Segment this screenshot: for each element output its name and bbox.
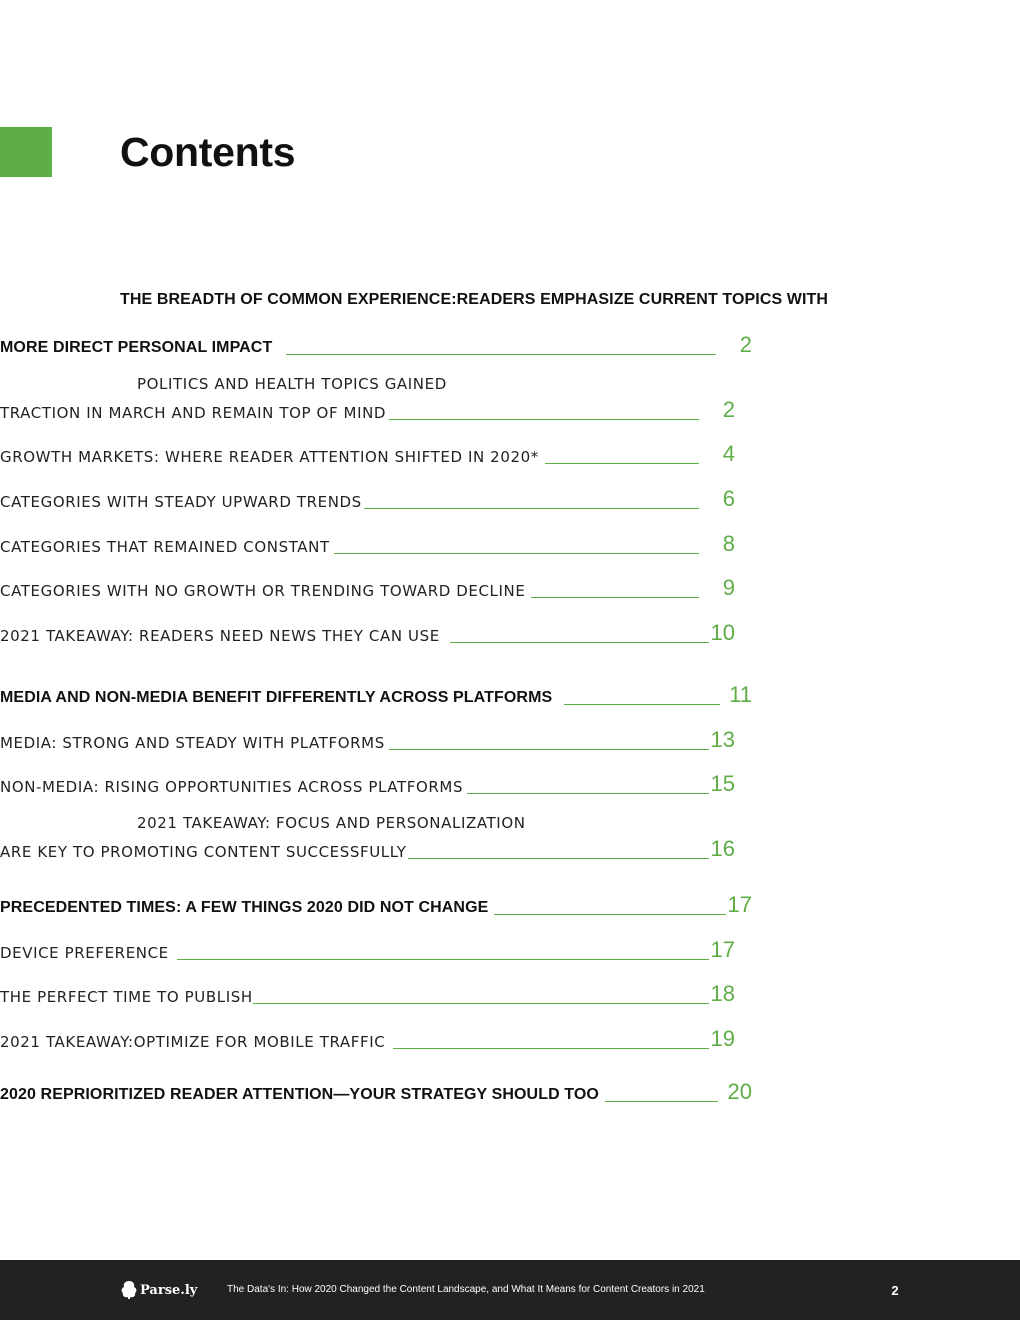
toc-page-number: 9 (722, 575, 735, 600)
toc-entry-focus-and-personalization[interactable] (0, 836, 735, 862)
toc-leader-line (389, 749, 709, 750)
toc-leader-line (564, 704, 720, 705)
toc-entry-optimize-for-mobile[interactable] (0, 1026, 735, 1052)
toc-entry-label: CATEGORIES THAT REMAINED CONSTANT (0, 538, 330, 556)
toc-page-number: 2 (739, 332, 752, 357)
toc-entry-label: NON-MEDIA: RISING OPPORTUNITIES ACROSS PLATFORMS (0, 778, 464, 796)
toc-leader-line (364, 508, 699, 509)
toc-page-number: 15 (710, 771, 735, 796)
toc-entry-readers-need-news[interactable] (0, 620, 735, 646)
parsely-logo (120, 1280, 197, 1300)
toc-page-number: 18 (710, 981, 735, 1006)
toc-entry-label: 2021 TAKEAWAY: READERS NEED NEWS THEY CAN USE (0, 627, 440, 645)
toc-leader-line (286, 354, 716, 355)
toc-entry-steady-upward-trends[interactable] (0, 486, 735, 512)
toc-page-number: 17 (710, 937, 735, 962)
toc-page-number: 13 (710, 727, 735, 752)
toc-entry-label: CATEGORIES WITH NO GROWTH OR TRENDING TOWARD DECLINE (0, 582, 526, 600)
toc-leader-line (450, 642, 709, 643)
toc-leader-line (531, 597, 699, 598)
footer-document-title: The Data's In: How 2020 Changed the Content Landscape, and What It Means for Content Creators in 2021 (227, 1284, 705, 1295)
toc-page-number: 6 (722, 486, 735, 511)
page-title: Contents (120, 129, 296, 175)
toc-entry-label: PRECEDENTED TIMES: A FEW THINGS 2020 DID NOT CHANGE (0, 899, 489, 916)
footer-page-number: 2 (891, 1283, 899, 1298)
toc-leader-line (393, 1048, 708, 1049)
toc-leader-line (177, 959, 709, 960)
toc-entry-label-line1: POLITICS AND HEALTH TOPICS GAINED (137, 375, 447, 393)
toc-leader-line (605, 1101, 718, 1102)
toc-section-title-line1: THE BREADTH OF COMMON EXPERIENCE:READERS EMPHASIZE CURRENT TOPICS WITH (120, 291, 829, 308)
toc-entry-media-strong-and-steady[interactable] (0, 727, 735, 753)
toc-entry-label: DEVICE PREFERENCE (0, 944, 169, 962)
toc-entry-growth-markets[interactable] (0, 441, 735, 467)
toc-leader-line (494, 914, 725, 915)
toc-entry-label: CATEGORIES WITH STEADY UPWARD TRENDS (0, 493, 362, 511)
parsely-logo-text: Parse.ly (140, 1282, 198, 1298)
page-footer (0, 1260, 1020, 1320)
toc-entry-label: GROWTH MARKETS: WHERE READER ATTENTION SHIFTED IN 2020* (0, 448, 539, 466)
toc-entry-label: MORE DIRECT PERSONAL IMPACT (0, 339, 273, 356)
toc-page-number: 20 (727, 1079, 752, 1104)
toc-page-number: 2 (722, 397, 735, 422)
toc-page-number: 11 (729, 682, 752, 707)
accent-block (0, 127, 52, 177)
toc-entry-label: MEDIA: STRONG AND STEADY WITH PLATFORMS (0, 734, 385, 752)
toc-entry-label: TRACTION IN MARCH AND REMAIN TOP OF MIND (0, 404, 387, 422)
toc-entry-non-media-rising[interactable] (0, 771, 735, 797)
toc-entry-label: THE PERFECT TIME TO PUBLISH (0, 988, 253, 1006)
toc-leader-line (408, 858, 708, 859)
toc-entry-breadth-of-common-experience[interactable] (0, 332, 752, 358)
toc-entry-label: 2020 REPRIORITIZED READER ATTENTION—YOUR STRATEGY SHOULD TOO (0, 1086, 599, 1103)
toc-entry-reprioritized-reader-attention[interactable] (0, 1079, 752, 1105)
toc-entry-precedented-times[interactable] (0, 892, 752, 918)
toc-entry-no-growth-or-decline[interactable] (0, 575, 735, 601)
parsely-leaf-icon (120, 1280, 138, 1300)
toc-entry-remained-constant[interactable] (0, 531, 735, 557)
toc-page-number: 10 (710, 620, 735, 645)
toc-page-number: 4 (722, 441, 735, 466)
toc-entry-label: 2021 TAKEAWAY:OPTIMIZE FOR MOBILE TRAFFIC (0, 1033, 386, 1051)
toc-entry-perfect-time-to-publish[interactable] (0, 981, 735, 1007)
toc-entry-device-preference[interactable] (0, 937, 735, 963)
toc-leader-line (253, 1003, 709, 1004)
toc-entry-label: MEDIA AND NON-MEDIA BENEFIT DIFFERENTLY ACROSS PLATFORMS (0, 689, 553, 706)
toc-entry-label-line1: 2021 TAKEAWAY: FOCUS AND PERSONALIZATION (137, 814, 526, 832)
toc-page-number: 17 (727, 892, 752, 917)
toc-leader-line (467, 793, 708, 794)
toc-entry-label: ARE KEY TO PROMOTING CONTENT SUCCESSFULLY (0, 843, 407, 861)
toc-page-number: 19 (710, 1026, 735, 1051)
toc-entry-media-and-non-media[interactable] (0, 682, 752, 708)
toc-leader-line (545, 463, 699, 464)
toc-leader-line (334, 553, 699, 554)
toc-page-number: 16 (710, 836, 735, 861)
toc-page-number: 8 (722, 531, 735, 556)
toc-entry-politics-and-health[interactable] (0, 397, 735, 423)
toc-leader-line (389, 419, 699, 420)
